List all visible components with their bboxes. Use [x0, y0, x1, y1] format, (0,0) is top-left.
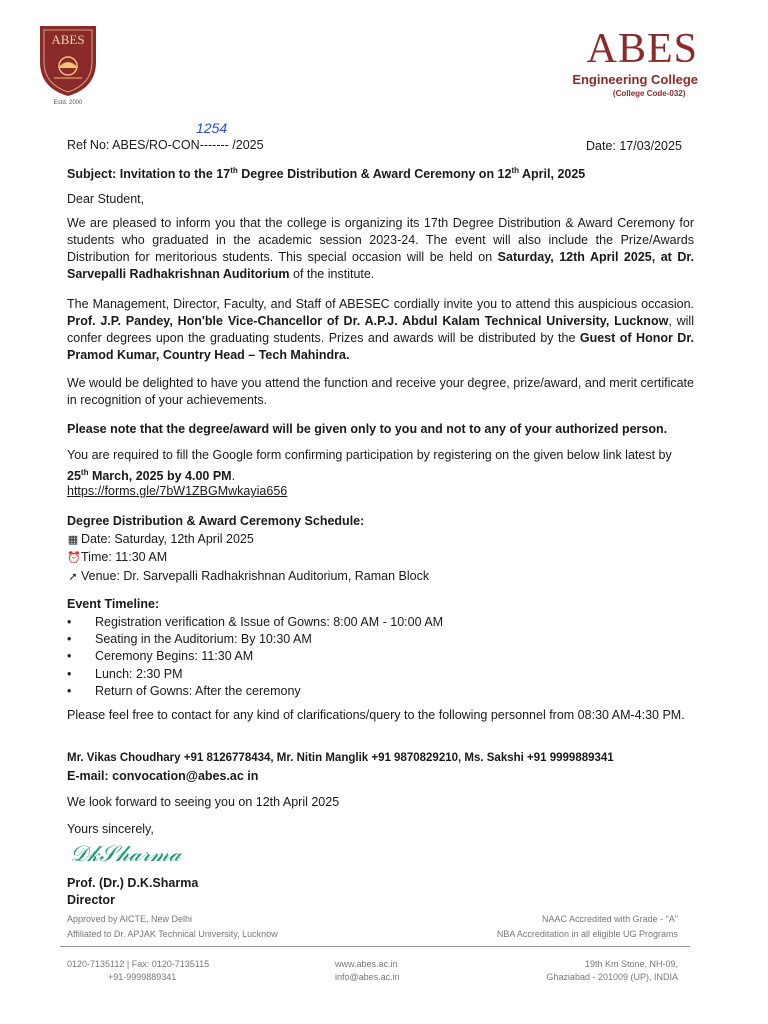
crest-text: ABES: [51, 32, 85, 47]
letter-date: Date: 17/03/2025: [586, 139, 682, 153]
list-item: • Seating in the Auditorium: By 10:30 AM: [67, 632, 312, 647]
footer-approval: Approved by AICTE, New Delhi: [67, 914, 193, 924]
college-crest-logo: [36, 22, 100, 98]
footer-nba: NBA Accreditation in all eligible UG Programs: [496, 929, 678, 939]
signature: 𝒟𝓀𝒮𝒽𝒶𝓇𝓂𝒶: [70, 842, 182, 867]
schedule-time: ⏰Time: 11:30 AM: [67, 550, 168, 564]
list-item: • Ceremony Begins: 11:30 AM: [67, 649, 254, 664]
handwritten-ref-number: 1254: [196, 120, 228, 136]
calendar-icon: ▦: [67, 534, 79, 546]
important-note: Please note that the degree/award will be given only to you and not to any of your authorized person.: [67, 422, 668, 436]
college-brand: [572, 28, 698, 98]
paragraph-invitation: The Management, Director, Faculty, and Staff of ABESEC cordially invite you to attend this auspicious occasion. Prof. J.P. Pandey, Hon'ble Vice-Chancellor of Dr. A.P.J. Abdul Kalam Technical University, Lucknow, will confer degrees upon the graduating students. Prizes and awards will be distributed by the Guest of Honor Dr. Pramod Kumar, Country Head – Tech Mahindra.: [67, 297, 694, 362]
schedule-venue: ➚ Venue: Dr. Sarvepalli Radhakrishnan Auditorium, Raman Block: [68, 569, 430, 583]
timeline-title: Event Timeline:: [67, 597, 160, 611]
schedule-title: Degree Distribution & Award Ceremony Schedule:: [67, 514, 365, 528]
list-item: • Registration verification & Issue of Gowns: 8:00 AM - 10:00 AM: [67, 615, 444, 629]
footer-divider: [60, 946, 690, 947]
footer-address-line1: 19th Km Stone, NH-09,: [584, 959, 678, 969]
list-item: • Return of Gowns: After the ceremony: [67, 683, 301, 698]
footer-phone: 0120-7135112 | Fax: 0120-7135115: [67, 959, 210, 969]
paragraph-attend: We would be delighted to have you attend the function and receive your degree, prize/award, and merit certificate in recognition of your achievements.: [67, 376, 694, 407]
valediction: Yours sincerely,: [67, 822, 154, 836]
schedule-date: ▦ Date: Saturday, 12th April 2025: [67, 532, 254, 546]
footer-website[interactable]: www.abes.ac.in: [335, 959, 398, 969]
paragraph-intro: We are pleased to inform you that the college is organizing its 17th Degree Distribution & Award Ceremony for students who graduated in the academic session 2023-24. The event will also include the Prize/Awards Distribution for meritorious students. This special occasion will be held on Saturday, 12th April 2025, at Dr. Sarvepalli Radhakrishnan Auditorium of the institute.: [67, 216, 694, 281]
established-year: Estd. 2000: [53, 100, 83, 106]
college-code: (College Code-032): [612, 89, 686, 98]
footer-email[interactable]: info@abes.ac.in: [335, 972, 400, 982]
footer-affiliation: Affiliated to Dr. APJAK Technical University, Lucknow: [67, 929, 278, 939]
footer-mobile: +91-9999889341: [108, 972, 177, 982]
contact-persons: Mr. Vikas Choudhary +91 8126778434, Mr. Nitin Manglik +91 9870829210, Ms. Sakshi +91 9999889341: [67, 752, 614, 764]
list-item: • Lunch: 2:30 PM: [67, 666, 183, 681]
college-name: Engineering College: [572, 72, 698, 87]
subject-line: Subject: Invitation to the 17th Degree Distribution & Award Ceremony on 12th April, 2025: [67, 166, 586, 182]
brand-name: ABES: [586, 26, 698, 72]
timeline-list: [67, 614, 443, 700]
google-form-link[interactable]: https://forms.gle/7bW1ZBGMwkayia656: [67, 484, 288, 498]
greeting: Dear Student,: [67, 192, 145, 206]
signer-name: Prof. (Dr.) D.K.Sharma: [67, 876, 199, 890]
contact-email: E-mail: convocation@abes.ac in: [67, 769, 259, 783]
clock-icon: ⏰: [67, 552, 81, 564]
signer-role: Director: [67, 893, 115, 907]
paragraph-contact: Please feel free to contact for any kind of clarifications/query to the following personnel from 08:30 AM-4:30 PM.: [67, 708, 685, 722]
footer-naac: NAAC Accredited with Grade - "A": [542, 914, 678, 924]
paragraph-registration: You are required to fill the Google form confirming participation by registering on the given below link latest by 25th March, 2025 by 4.00 PM.: [67, 448, 672, 484]
closing-remark: We look forward to seeing you on 12th April 2025: [67, 795, 340, 809]
pin-icon: ➚: [68, 571, 78, 583]
reference-number: Ref No: ABES/RO-CON------- /2025: [67, 138, 264, 152]
footer-address-line2: Ghaziabad - 201009 (UP), INDIA: [546, 972, 678, 982]
